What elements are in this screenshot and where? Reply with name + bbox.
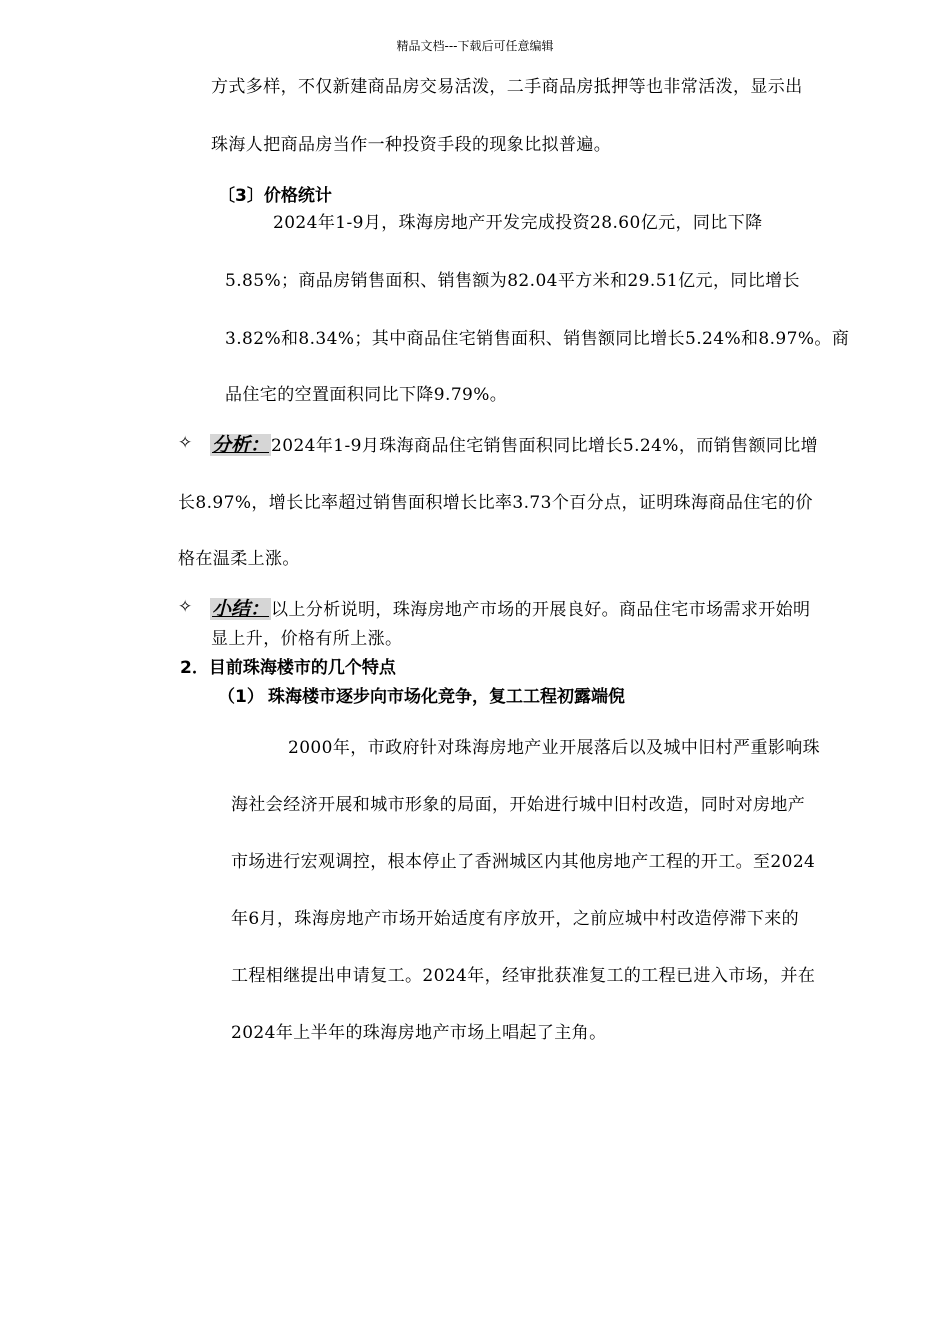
paragraph-line: 5.85%；商品房销售面积、销售额为82.04平方米和29.51亿元，同比增长 — [225, 271, 800, 291]
page-header: 精品文档---下载后可任意编辑 — [396, 39, 554, 53]
paragraph-line: 市场进行宏观调控，根本停止了香洲城区内其他房地产工程的开工。至2024 — [231, 852, 816, 872]
diamond-bullet-icon: ✧ — [178, 433, 193, 453]
paragraph-line: 以上分析说明，珠海房地产市场的开展良好。商品住宅市场需求开始明 — [271, 600, 811, 620]
analysis-label: 分析： — [212, 434, 270, 456]
section-heading: 〔3〕价格统计 — [218, 186, 332, 206]
paragraph-line: 3.82%和8.34%；其中商品住宅销售面积、销售额同比增长5.24%和8.97%。商 — [225, 329, 850, 349]
diamond-bullet-icon: ✧ — [178, 597, 193, 617]
paragraph-line: 2024年上半年的珠海房地产市场上唱起了主角。 — [231, 1023, 607, 1043]
paragraph-line: 年6月，珠海房地产市场开始适度有序放开，之前应城中村改造停滞下来的 — [231, 909, 800, 929]
paragraph-line: 海社会经济开展和城市形象的局面，开始进行城中旧村改造，同时对房地产 — [231, 795, 806, 815]
paragraph-line: 格在温柔上涨。 — [178, 549, 300, 569]
summary-label: 小结： — [212, 598, 270, 620]
paragraph-line: 2024年1-9月，珠海房地产开发完成投资28.60亿元，同比下降 — [273, 213, 763, 233]
summary-block — [210, 594, 810, 621]
paragraph-line: 工程相继提出申请复工。2024年，经审批获准复工的工程已进入市场，并在 — [231, 966, 816, 986]
subsection-number: （1） — [218, 687, 264, 707]
analysis-block — [210, 430, 818, 457]
section-heading: 2．目前珠海楼市的几个特点 — [180, 658, 396, 678]
paragraph-line: 长8.97%，增长比率超过销售面积增长比率3.73个百分点，证明珠海商品住宅的价 — [178, 493, 813, 513]
paragraph-line: 显上升，价格有所上涨。 — [211, 629, 403, 649]
paragraph-line: 珠海人把商品房当作一种投资手段的现象比拟普遍。 — [211, 135, 612, 155]
paragraph-line: 2024年1-9月珠海商品住宅销售面积同比增长5.24%，而销售额同比增 — [271, 436, 819, 456]
paragraph-line: 方式多样，不仅新建商品房交易活泼，二手商品房抵押等也非常活泼，显示出 — [211, 77, 803, 97]
subsection-heading: 珠海楼市逐步向市场化竞争，复工工程初露端倪 — [268, 687, 625, 707]
paragraph-line: 2000年，市政府针对珠海房地产业开展落后以及城中旧村严重影响珠 — [288, 738, 821, 758]
paragraph-line: 品住宅的空置面积同比下降9.79%。 — [225, 385, 508, 405]
